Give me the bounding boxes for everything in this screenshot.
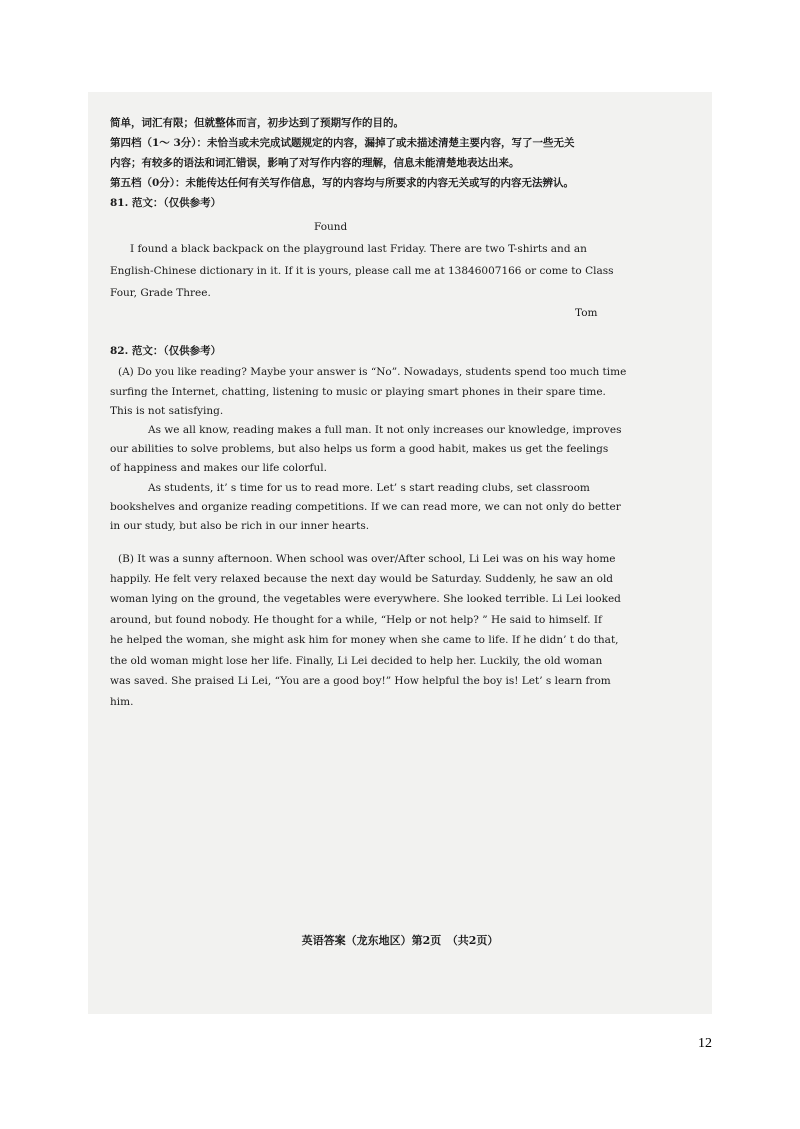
scanned-answer-sheet — [88, 92, 712, 1014]
q82-a-line-8: bookshelves and organize reading competitions. If we can read more, we can not only do better — [110, 501, 621, 513]
q81-signature: Tom — [575, 307, 598, 319]
q82-b-line-6: the old woman might lose her life. Finally, Li Lei decided to help her. Luckily, the old woman — [110, 655, 603, 667]
q81-line-2: English-Chinese dictionary in it. If it is yours, please call me at 13846007166 or come to Class — [110, 265, 614, 277]
q82-b-line-5: he helped the woman, she might ask him for money when she came to life. If he didn’ t do that, — [110, 634, 619, 646]
q82-a-line-1: (A) Do you like reading? Maybe your answer is “No”. Nowadays, students spend too much time — [118, 366, 627, 378]
rubric-line-4: 第五档（0分）：未能传达任何有关写作信息，写的内容均与所要求的内容无关或写的内容无法辨认。 — [110, 177, 575, 189]
q82-b-line-4: around, but found nobody. He thought for a while, “Help or not help? ” He said to himself. If — [110, 614, 602, 626]
q82-b-line-2: happily. He felt very relaxed because the next day would be Saturday. Suddenly, he saw an old — [110, 573, 614, 585]
q82-a-line-9: in our study, but also be rich in our inner hearts. — [110, 520, 370, 532]
q82-a-line-2: surfing the Internet, chatting, listening to music or playing smart phones in their spare time. — [110, 386, 606, 398]
q81-heading: 81. 范文：（仅供参考） — [110, 197, 222, 209]
q82-a-line-3: This is not satisfying. — [110, 405, 224, 417]
q82-b-line-7: was saved. She praised Li Lei, “You are a good boy!” How helpful the boy is! Let’ s learn from — [110, 675, 611, 687]
q81-line-3: Four, Grade Three. — [110, 287, 211, 299]
q82-b-line-1: (B) It was a sunny afternoon. When school was over/After school, Li Lei was on his way home — [118, 553, 616, 565]
rubric-line-1: 简单，词汇有限；但就整体而言，初步达到了预期写作的目的。 — [110, 117, 404, 129]
scan-footer: 英语答案（龙东地区）第2页 （共2页） — [301, 934, 499, 947]
q82-a-line-7: As students, it’ s time for us to read more. Let’ s start reading clubs, set classroom — [148, 482, 590, 494]
q82-b-line-8: him. — [110, 696, 134, 708]
q81-line-1: I found a black backpack on the playground last Friday. There are two T-shirts and an — [130, 243, 587, 255]
rubric-line-3: 内容；有较多的语法和词汇错误，影响了对写作内容的理解，信息未能清楚地表达出来。 — [110, 157, 520, 169]
q82-a-line-4: As we all know, reading makes a full man. It not only increases our knowledge, improves — [148, 424, 622, 436]
q82-a-line-5: our abilities to solve problems, but also helps us form a good habit, makes us get the feelings — [110, 443, 609, 455]
q82-heading: 82. 范文：（仅供参考） — [110, 345, 222, 357]
q82-a-line-6: of happiness and makes our life colorful. — [110, 462, 327, 474]
page-number: 12 — [698, 1036, 712, 1051]
q82-b-line-3: woman lying on the ground, the vegetables were everywhere. She looked terrible. Li Lei looked — [110, 593, 621, 605]
rubric-line-2: 第四档（1～ 3分）：未恰当或未完成试题规定的内容，漏掉了或未描述清楚主要内容，写了一些无关 — [110, 137, 575, 149]
q81-title: Found — [314, 221, 348, 233]
